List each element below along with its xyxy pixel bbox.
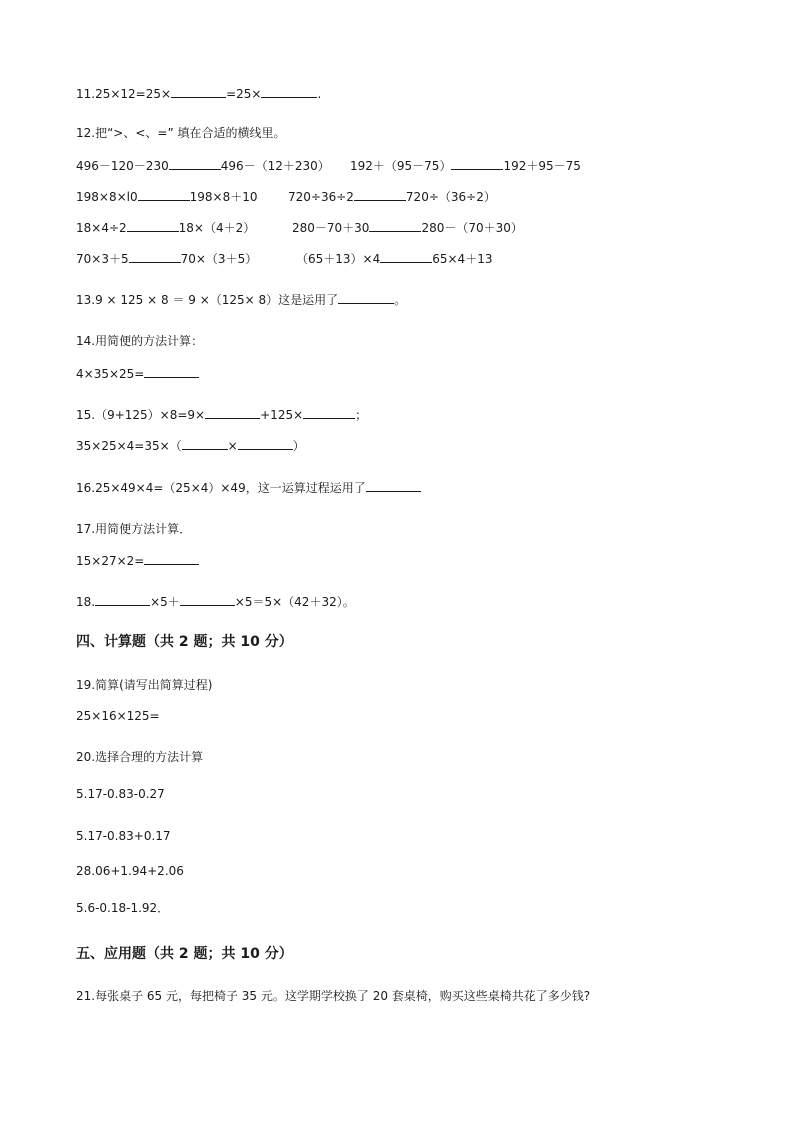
answer-blank[interactable] <box>338 291 394 304</box>
answer-blank[interactable] <box>303 406 355 419</box>
question-21: 21.每张桌子 65 元，每把椅子 35 元。这学期学校换了 20 套桌椅，购买这些桌椅共花了多少钱? <box>76 989 591 1003</box>
answer-blank[interactable] <box>138 188 190 201</box>
answer-blank[interactable] <box>171 85 226 98</box>
question-20-item: 5.6-0.18-1.92． <box>76 901 170 915</box>
question-17-title: 17.用简便方法计算． <box>76 522 192 536</box>
answer-blank[interactable] <box>182 437 228 450</box>
q12-row1-left: 496－120－230 496－（12＋230） <box>76 159 330 173</box>
answer-blank[interactable] <box>354 188 406 201</box>
q12-row4-right: （65＋13）×4 65×4＋13 <box>296 252 493 266</box>
question-15-line1: 15.（9+125）×8=9× +125× ； <box>76 408 368 422</box>
question-17-expr: 15×27×2= <box>76 552 199 569</box>
q12-row1-right: 192＋（95－75） 192＋95－75 <box>350 159 581 173</box>
question-13: 13.9 × 125 × 8 ＝ 9 ×（125× 8）这是运用了 。 <box>76 293 407 307</box>
q12-row3-left: 18×4÷2 18×（4＋2） <box>76 221 256 235</box>
question-12-title: 12.把“>、<、=” 填在合适的横线里。 <box>76 126 286 140</box>
question-20-item: 5.17-0.83-0.27 <box>76 787 165 801</box>
answer-blank[interactable] <box>129 250 181 263</box>
question-20-title: 20.选择合理的方法计算 <box>76 750 204 764</box>
answer-blank[interactable] <box>127 219 179 232</box>
question-19-title: 19.简算(请写出简算过程) <box>76 678 213 692</box>
answer-blank[interactable] <box>261 85 317 98</box>
q12-row2-left: 198×8×l0 198×8＋10 <box>76 190 258 204</box>
section-4-heading: 四、计算题（共 2 题；共 10 分） <box>76 634 293 650</box>
answer-blank[interactable] <box>144 365 199 378</box>
question-14-expr: 4×35×25= <box>76 365 199 382</box>
section-5-heading: 五、应用题（共 2 题；共 10 分） <box>76 946 293 962</box>
question-16: 16.25×49×4=（25×4）×49，这一运算过程运用了 <box>76 479 421 496</box>
question-20-item: 28.06+1.94+2.06 <box>76 864 184 878</box>
answer-blank[interactable] <box>380 250 432 263</box>
answer-blank[interactable] <box>180 593 235 606</box>
question-19-expr: 25×16×125= <box>76 709 160 723</box>
answer-blank[interactable] <box>451 157 503 170</box>
answer-blank[interactable] <box>169 157 221 170</box>
answer-blank[interactable] <box>205 406 260 419</box>
q12-row3-right: 280－70＋30 280－（70＋30） <box>292 221 523 235</box>
answer-blank[interactable] <box>366 479 421 492</box>
answer-blank[interactable] <box>238 437 293 450</box>
question-11: 11.25×12=25× =25× . <box>76 87 322 101</box>
question-20-item: 5.17-0.83+0.17 <box>76 829 171 843</box>
answer-blank[interactable] <box>95 593 150 606</box>
question-18: 18. ×5＋ ×5＝5×（42＋32）。 <box>76 595 355 609</box>
answer-blank[interactable] <box>144 552 199 565</box>
q12-row4-left: 70×3＋5 70×（3＋5） <box>76 252 258 266</box>
q12-row2-right: 720÷36÷2 720÷（36÷2） <box>288 190 496 204</box>
question-15-line2: 35×25×4=35×（ × ） <box>76 439 305 453</box>
answer-blank[interactable] <box>369 219 421 232</box>
question-14-title: 14.用简便的方法计算： <box>76 334 204 348</box>
